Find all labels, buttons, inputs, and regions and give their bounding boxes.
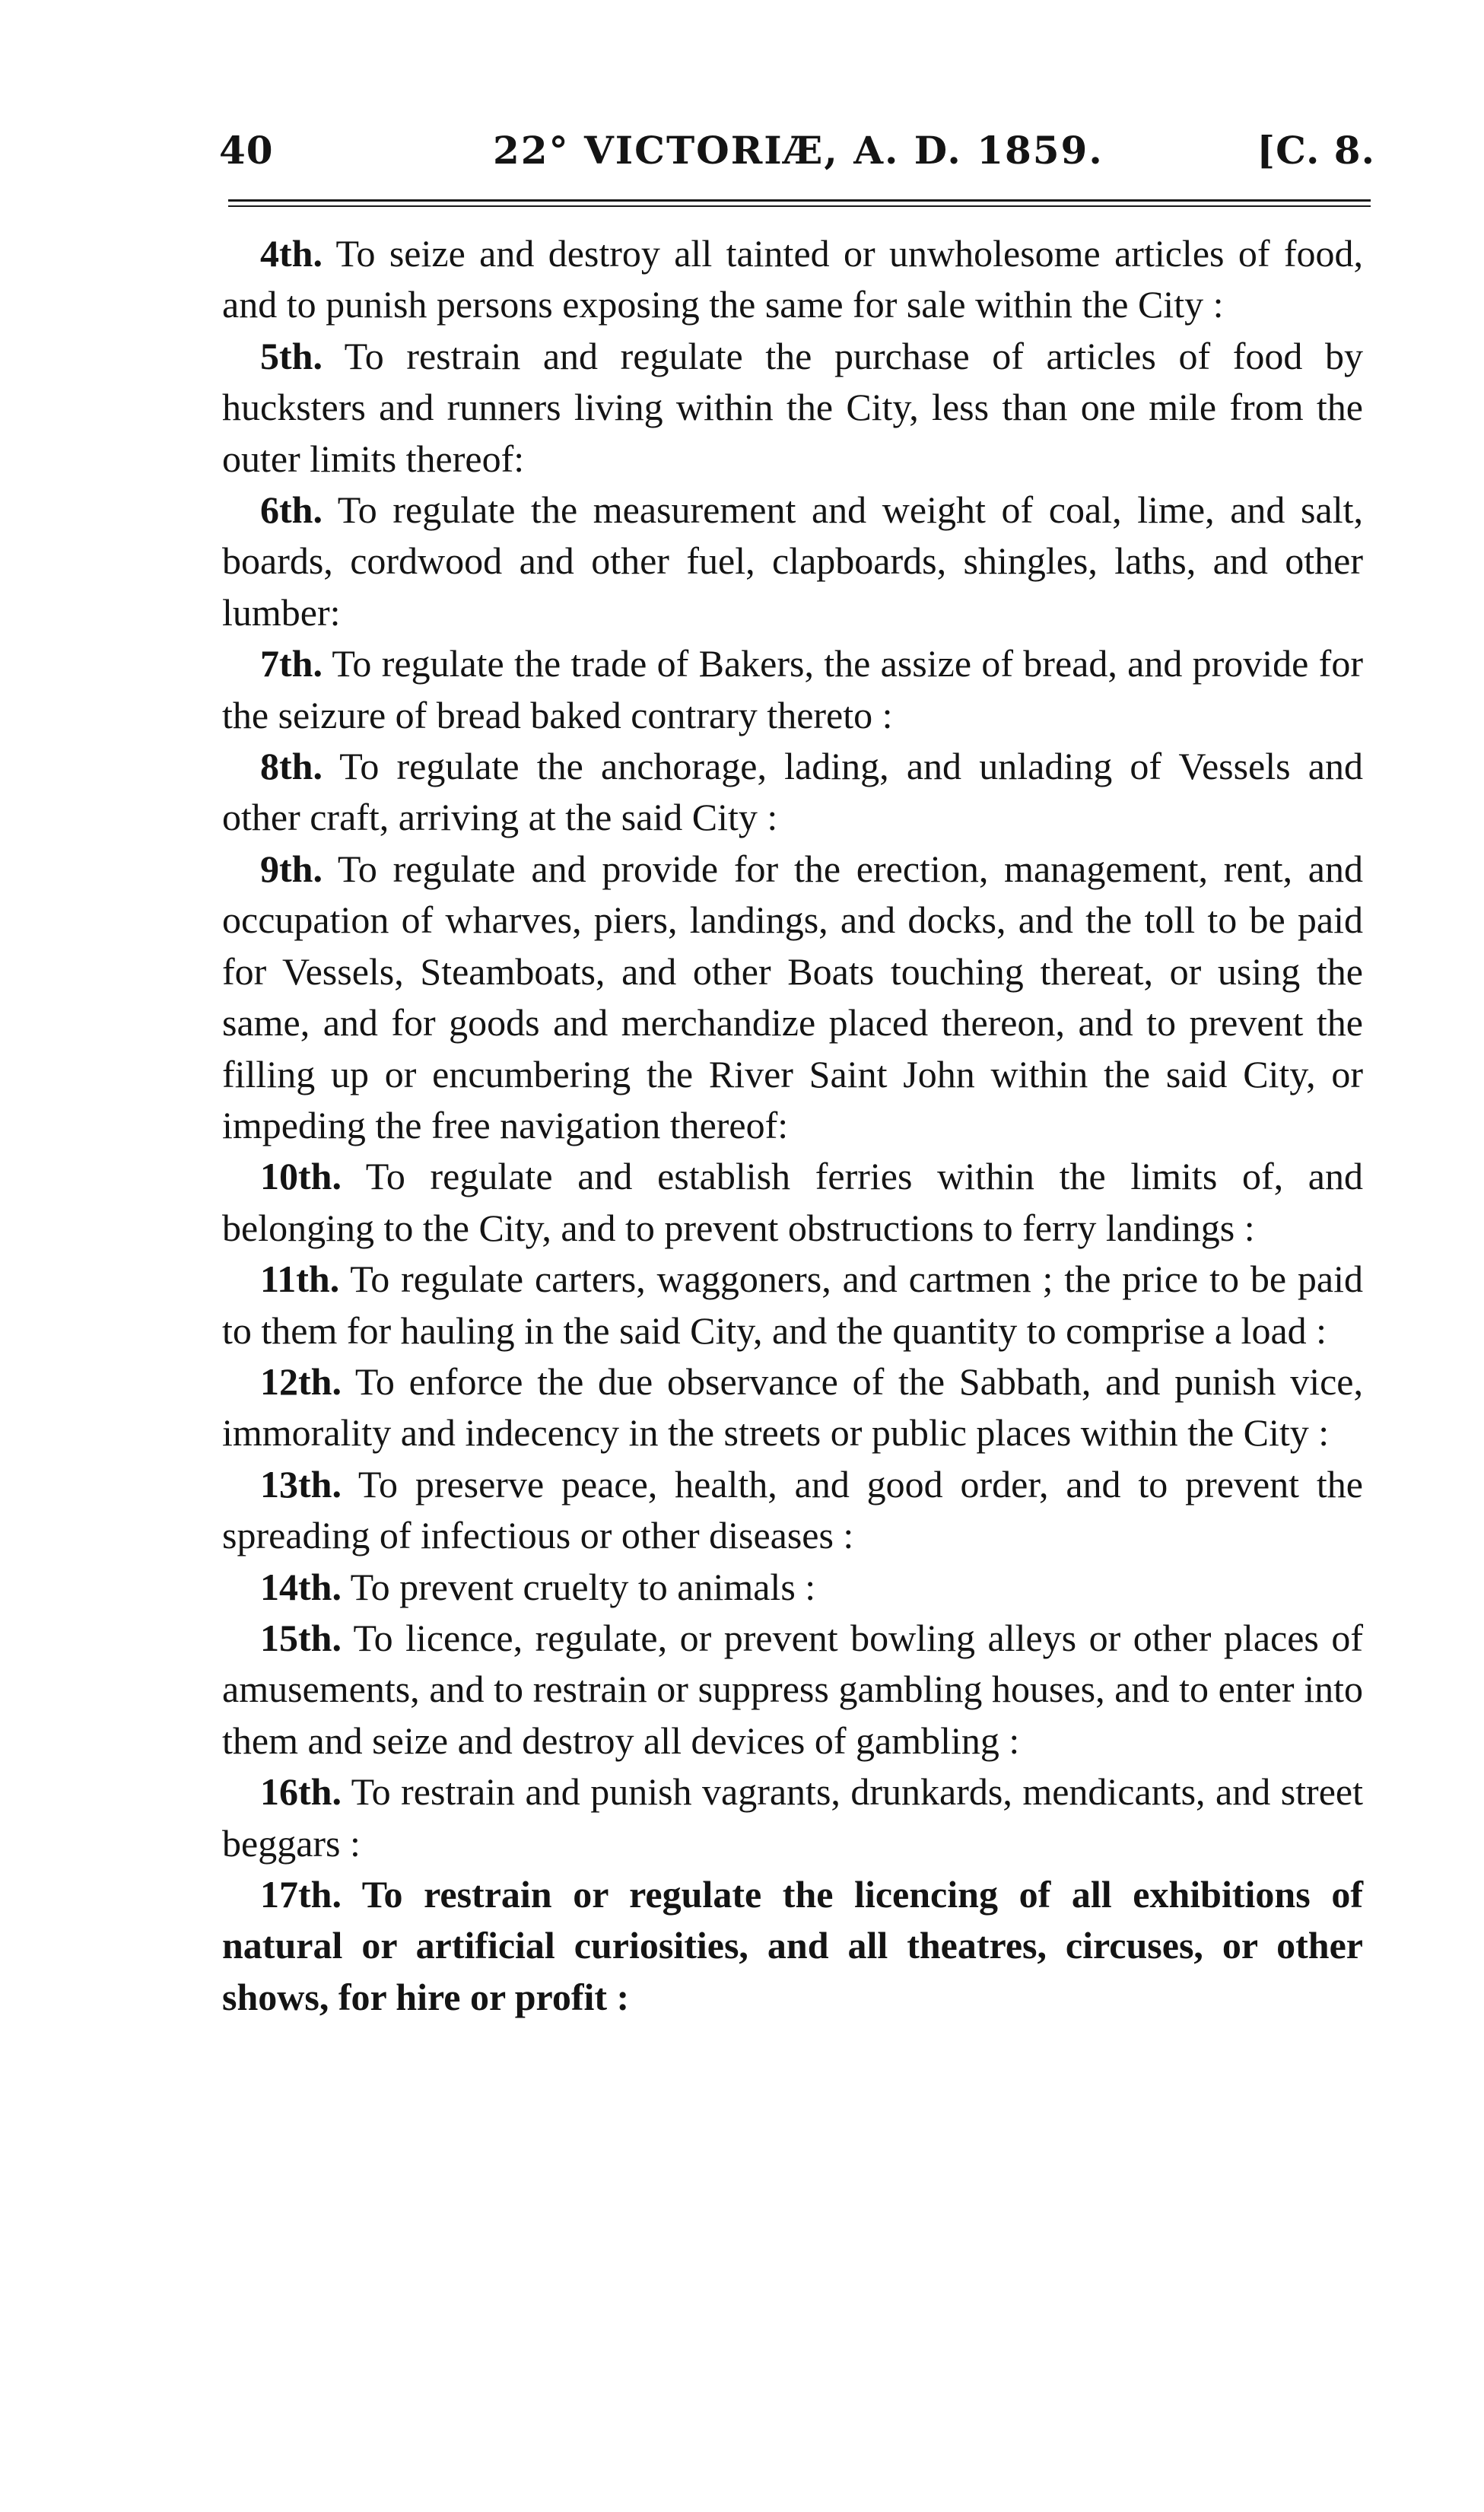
clause-5 [222, 331, 1363, 485]
clause-7 [222, 638, 1363, 741]
clause-8 [222, 741, 1363, 844]
clause-12 [222, 1356, 1363, 1459]
clause-10 [222, 1151, 1363, 1254]
clause-number: 11th. [260, 1258, 340, 1301]
clause-number: 12th. [260, 1359, 342, 1403]
clause-17 [222, 1869, 1363, 2023]
clause-number: 17th. [260, 1873, 342, 1916]
clause-number: 4th. [260, 232, 323, 275]
page-header [219, 128, 1375, 189]
clause-text: To regulate the trade of Bakers, the assize of bread, and provide for the seizure of bread baked contrary thereto : [222, 642, 1363, 736]
clause-text: To restrain and punish vagrants, drunkards, mendicants, and street beggars : [222, 1770, 1363, 1865]
clause-text: To restrain and regulate the purchase of articles of food by hucksters and runners living within the City, less than one mile from the outer limits thereof: [222, 334, 1363, 480]
clause-text: To prevent cruelty to animals : [350, 1565, 816, 1608]
clause-number: 8th. [260, 745, 323, 788]
clause-4 [222, 228, 1363, 331]
running-title: 22° VICTORIÆ, A. D. 1859. [493, 128, 1104, 173]
chapter-reference: [C. 8. [1257, 128, 1375, 173]
clause-text: To regulate carters, waggoners, and cartmen ; the price to be paid to them for hauling in the said City, and the quantity to comprise a load : [222, 1258, 1363, 1352]
clause-number: 15th. [260, 1616, 342, 1659]
clause-number: 5th. [260, 334, 323, 377]
clause-number: 7th. [260, 642, 323, 685]
clause-number: 10th. [260, 1155, 342, 1198]
header-rule-bottom [228, 205, 1371, 207]
clause-6 [222, 485, 1363, 638]
clause-number: 16th. [260, 1770, 342, 1814]
clause-text: To seize and destroy all tainted or unwholesome articles of food, and to punish persons exposing the same for sale within the City : [222, 232, 1363, 326]
clause-13 [222, 1459, 1363, 1562]
body-text [222, 228, 1363, 2023]
clause-text: To regulate the measurement and weight of coal, lime, and salt, boards, cordwood and other fuel, clapboards, shingles, laths, and other lumber: [222, 488, 1363, 634]
clause-text: To regulate the anchorage, lading, and unlading of Vessels and other craft, arriving at the said City : [222, 745, 1363, 839]
header-rule-top [228, 199, 1371, 202]
clause-number: 14th. [260, 1565, 342, 1608]
clause-text: To enforce the due observance of the Sabbath, and punish vice, immorality and indecency in the streets or public places within the City : [222, 1359, 1363, 1455]
clause-15 [222, 1613, 1363, 1766]
clause-14 [222, 1562, 1363, 1613]
clause-text: To preserve peace, health, and good order, and to prevent the spreading of infectious or other diseases : [222, 1462, 1363, 1557]
clause-number: 9th. [260, 847, 323, 890]
page-number: 40 [219, 128, 274, 173]
clause-16 [222, 1766, 1363, 1869]
clause-number: 6th. [260, 488, 323, 532]
clause-text: To licence, regulate, or prevent bowling alleys or other places of amusements, and to restrain or suppress gambling houses, and to enter into them and seize and destroy all devices of gambling : [222, 1616, 1363, 1762]
clause-11 [222, 1254, 1363, 1356]
clause-text: To regulate and establish ferries within the limits of, and belonging to the City, and to prevent obstructions to ferry landings : [222, 1155, 1363, 1249]
clause-text: To restrain or regulate the licencing of all exhibitions of natural or artificial curiosities, and all theatres, circuses, or other shows, for hire or profit : [222, 1873, 1363, 2018]
clause-9 [222, 844, 1363, 1151]
clause-number: 13th. [260, 1462, 342, 1506]
clause-text: To regulate and provide for the erection, management, rent, and occupation of wharves, piers, landings, and docks, and the toll to be paid for Vessels, Steamboats, and other Boats touching thereat, or using the same, and for goods and merchandize placed thereon, and to prevent the filling up or encumbering the River Saint John within the said City, or impeding the free navigation thereof: [222, 847, 1363, 1146]
